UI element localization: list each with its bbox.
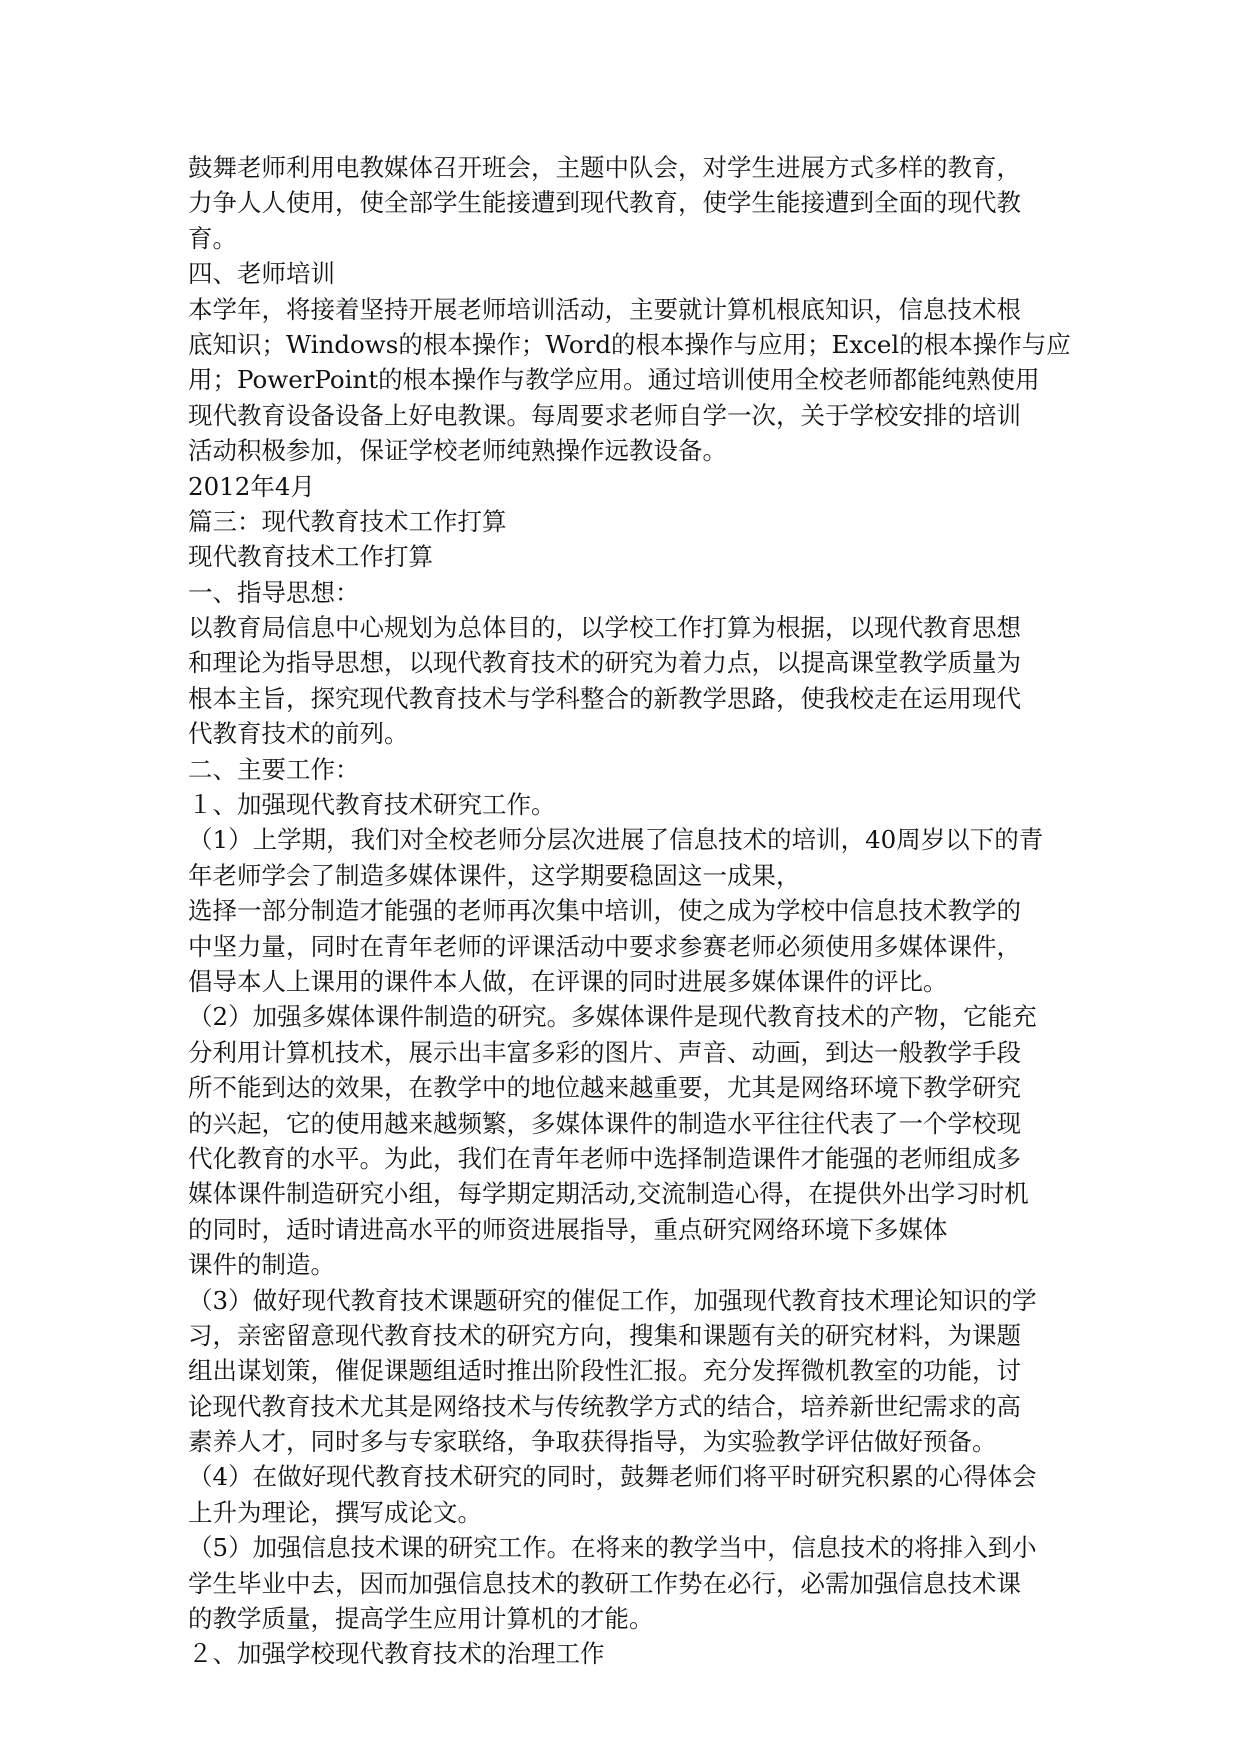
text-line: 论现代教育技术尤其是网络技术与传统教学方式的结合，培养新世纪需求的高 <box>188 1391 1021 1421</box>
subsection-heading: １、加强现代教育技术研究工作。 <box>188 790 556 820</box>
text-line: 根本主旨，探究现代教育技术与学科整合的新教学思路，使我校走在运用现代 <box>188 683 1021 713</box>
text-line: （4）在做好现代教育技术研究的同时，鼓舞老师们将平时研究积累的心得体会 <box>188 1462 1037 1492</box>
text-line: 现代教育设备设备上好电教课。每周要求老师自学一次，关于学校安排的培训 <box>188 400 1021 430</box>
text-line: （5）加强信息技术课的研究工作。在将来的教学当中，信息技术的将排入到小 <box>188 1533 1037 1563</box>
text-line: 鼓舞老师利用电教媒体召开班会，主题中队会，对学生进展方式多样的教育， <box>188 153 1021 182</box>
text-line: 育。 <box>188 223 237 253</box>
text-line: 代化教育的水平。为此，我们在青年老师中选择制造课件才能强的老师组成多 <box>188 1143 1021 1173</box>
text-line: 组出谋划策，催促课题组适时推出阶段性汇报。充分发挥微机教室的功能，讨 <box>188 1356 1021 1386</box>
date-line: 2012年4月 <box>188 471 315 501</box>
text-line: 本学年，将接着坚持开展老师培训活动，主要就计算机根底知识，信息技术根 <box>188 294 1021 324</box>
document-body <box>188 150 1071 1672</box>
text-line: 所不能到达的效果，在教学中的地位越来越重要，尤其是网络环境下教学研究 <box>188 1073 1021 1103</box>
text-line: 底知识；Windows的根本操作；Word的根本操作与应用；Excel的根本操作与应 <box>188 329 1071 359</box>
text-line: 和理论为指导思想，以现代教育技术的研究为着力点，以提高课堂教学质量为 <box>188 648 1021 678</box>
section-heading: 二、主要工作： <box>188 754 360 784</box>
text-line: （2）加强多媒体课件制造的研究。多媒体课件是现代教育技术的产物，它能充 <box>188 1002 1037 1032</box>
text-line: 以教育局信息中心规划为总体目的，以学校工作打算为根据，以现代教育思想 <box>188 613 1021 643</box>
text-line: 的同时，适时请进高水平的师资进展指导，重点研究网络环境下多媒体 <box>188 1214 948 1244</box>
text-line: 分利用计算机技术，展示出丰富多彩的图片、声音、动画，到达一般教学手段 <box>188 1037 1021 1067</box>
text-line: 倡导本人上课用的课件本人做，在评课的同时进展多媒体课件的评比。 <box>188 966 948 996</box>
text-line: 的兴起，它的使用越来越频繁，多媒体课件的制造水平往往代表了一个学校现 <box>188 1108 1021 1138</box>
text-line: 素养人才，同时多与专家联络，争取获得指导，为实验教学评估做好预备。 <box>188 1427 997 1457</box>
text-line: 用；PowerPoint的根本操作与教学应用。通过培训使用全校老师都能纯熟使用 <box>188 365 1040 395</box>
section-heading: 一、指导思想： <box>188 577 360 607</box>
text-line: （1）上学期，我们对全校老师分层次进展了信息技术的培训，40周岁以下的青 <box>188 825 1044 855</box>
text-line: 习，亲密留意现代教育技术的研究方向，搜集和课题有关的研究材料，为课题 <box>188 1320 1021 1350</box>
text-line: 年老师学会了制造多媒体课件，这学期要稳固这一成果， <box>188 860 801 890</box>
text-line: 力争人人使用，使全部学生能接遭到现代教育，使学生能接遭到全面的现代教 <box>188 188 1021 218</box>
text-line: 的教学质量，提高学生应用计算机的才能。 <box>188 1604 654 1634</box>
subsection-heading: ２、加强学校现代教育技术的治理工作 <box>188 1639 605 1669</box>
document-title: 现代教育技术工作打算 <box>188 542 433 572</box>
chapter-heading: 篇三：现代教育技术工作打算 <box>188 506 507 536</box>
text-line: 媒体课件制造研究小组，每学期定期活动,交流制造心得，在提供外出学习时机 <box>188 1179 1029 1209</box>
text-line: 课件的制造。 <box>188 1250 335 1280</box>
text-line: 代教育技术的前列。 <box>188 719 409 749</box>
text-line: 活动积极参加，保证学校老师纯熟操作远教设备。 <box>188 436 727 466</box>
text-line: 选择一部分制造才能强的老师再次集中培训，使之成为学校中信息技术教学的 <box>188 896 1021 926</box>
text-line: 上升为理论，撰写成论文。 <box>188 1497 482 1527</box>
text-line: （3）做好现代教育技术课题研究的催促工作，加强现代教育技术理论知识的学 <box>188 1285 1037 1315</box>
text-line: 学生毕业中去，因而加强信息技术的教研工作势在必行，必需加强信息技术课 <box>188 1568 1021 1598</box>
section-heading: 四、老师培训 <box>188 259 335 289</box>
text-line: 中坚力量，同时在青年老师的评课活动中要求参赛老师必须使用多媒体课件， <box>188 931 1021 961</box>
